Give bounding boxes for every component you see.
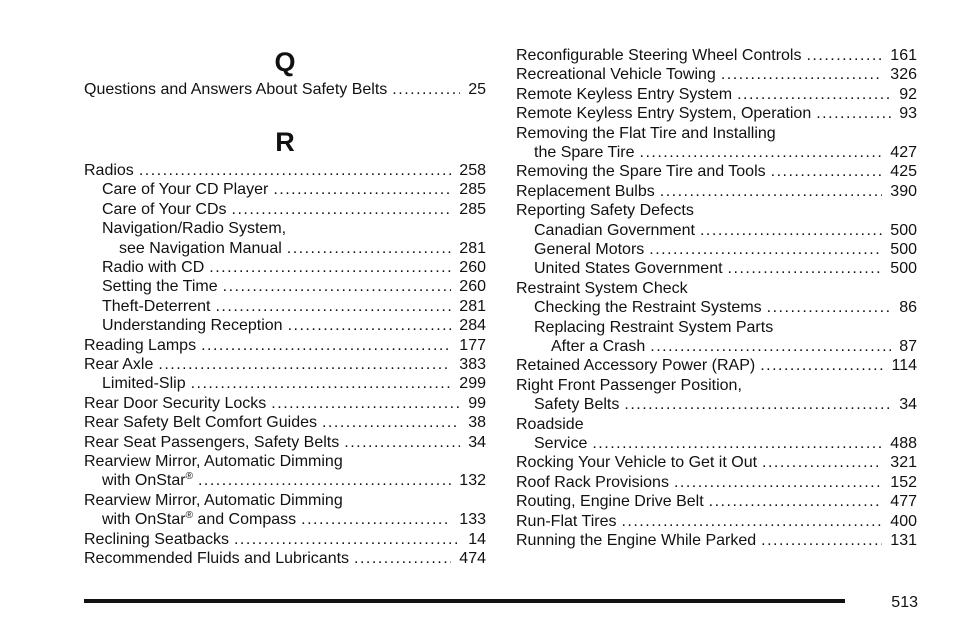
index-entry-page: 38 <box>468 414 486 432</box>
index-entry <box>534 318 917 337</box>
dot-leader <box>674 473 882 492</box>
registered-mark: ® <box>185 471 193 483</box>
index-entry <box>84 80 486 99</box>
index-entry-label: Run-Flat Tires <box>516 512 617 530</box>
index-entry-label: Remote Keyless Entry System, Operation <box>516 105 812 123</box>
index-entry <box>534 395 917 414</box>
index-entry-page: 152 <box>890 473 917 491</box>
index-entry-page: 500 <box>890 221 917 239</box>
index-entry <box>84 355 486 374</box>
index-entry <box>516 376 917 395</box>
index-entry-page: 281 <box>459 297 486 315</box>
dot-leader <box>721 65 882 84</box>
index-entry <box>516 512 917 531</box>
index-entry-label: Reporting Safety Defects <box>516 202 694 220</box>
index-entry <box>102 180 486 199</box>
index-entry <box>516 104 917 123</box>
dot-leader <box>271 394 460 413</box>
index-entry <box>84 394 486 413</box>
index-entry-label: Recommended Fluids and Lubricants <box>84 550 350 567</box>
index-entry <box>534 259 917 278</box>
index-entry-label: with OnStar® and Compass <box>102 510 297 529</box>
index-entry-label: Care of Your CD Player <box>102 181 269 199</box>
index-entry-label: Rearview Mirror, Automatic Dimming <box>84 453 343 470</box>
dot-leader <box>592 434 882 453</box>
index-entry-page: 99 <box>468 394 486 412</box>
page-number: 513 <box>891 594 918 611</box>
index-entry <box>84 452 486 471</box>
index-entry <box>516 453 917 472</box>
dot-leader <box>234 530 460 549</box>
dot-leader <box>760 356 883 375</box>
dot-leader <box>273 180 451 199</box>
dot-leader <box>288 316 452 335</box>
section-letter-r: R <box>275 127 295 157</box>
index-entry-label: Removing the Flat Tire and Installing <box>516 124 776 142</box>
index-entry-page: 400 <box>890 512 917 530</box>
index-entry-page: 132 <box>459 472 486 490</box>
index-entry-label: Rearview Mirror, Automatic Dimming <box>84 491 343 509</box>
index-entry <box>102 277 486 296</box>
dot-leader <box>139 161 451 180</box>
dot-leader <box>322 413 460 432</box>
index-entry <box>516 65 917 84</box>
index-entry-page: 133 <box>459 511 486 529</box>
index-entry-page: 260 <box>459 278 486 296</box>
index-entry-page: 427 <box>890 144 917 161</box>
dot-leader <box>806 46 882 65</box>
dot-leader <box>232 200 452 219</box>
index-entry-label: Theft-Deterrent <box>102 297 211 315</box>
index-entry-page: 258 <box>459 162 486 179</box>
index-entry <box>84 433 486 452</box>
index-entry <box>102 258 486 277</box>
index-entry-label: Setting the Time <box>102 278 218 296</box>
index-entry <box>102 374 486 393</box>
index-entry <box>516 531 917 550</box>
dot-leader <box>301 510 451 529</box>
index-entry-label: Roof Rack Provisions <box>516 473 669 491</box>
index-entry <box>516 415 917 434</box>
index-entry-page: 92 <box>899 85 917 103</box>
dot-leader <box>761 531 882 550</box>
index-entry-page: 14 <box>468 530 486 548</box>
index-entry-page: 131 <box>890 532 917 549</box>
index-entry <box>84 336 486 355</box>
index-entry <box>84 413 486 432</box>
index-entry-label: Questions and Answers About Safety Belts <box>84 81 388 98</box>
index-entry <box>102 316 486 335</box>
index-entry-page: 87 <box>899 338 917 355</box>
index-entry-label: General Motors <box>534 241 645 258</box>
index-entry <box>516 124 917 143</box>
index-entry <box>516 162 917 181</box>
index-entry-page: 93 <box>899 105 917 123</box>
index-entry-label: United States Government <box>534 260 723 278</box>
index-entry <box>534 240 917 259</box>
index-entry-label: Radios <box>84 162 134 179</box>
dot-leader <box>700 221 882 240</box>
index-entry-label: Replacement Bulbs <box>516 182 655 200</box>
index-entry-page: 383 <box>459 356 486 373</box>
index-entry-page: 321 <box>890 454 917 472</box>
index-entry-page: 425 <box>890 163 917 181</box>
index-entry-label: Routing, Engine Drive Belt <box>516 493 704 511</box>
index-entry <box>516 46 917 65</box>
index-entry-label: see Navigation Manual <box>119 239 282 257</box>
index-entry-label: Rocking Your Vehicle to Get it Out <box>516 454 758 472</box>
dot-leader <box>392 80 460 99</box>
index-entry <box>516 85 917 104</box>
index-entry-label: Canadian Government <box>534 221 695 239</box>
dot-leader <box>728 259 883 278</box>
dot-leader <box>198 471 451 490</box>
dot-leader <box>215 297 451 316</box>
dot-leader <box>158 355 451 374</box>
index-entry <box>84 530 486 549</box>
index-entry-page: 285 <box>459 181 486 199</box>
index-entry-page: 285 <box>459 200 486 218</box>
index-entry <box>534 434 917 453</box>
index-entry-label: Right Front Passenger Position, <box>516 376 742 394</box>
index-entry-page: 477 <box>890 493 917 511</box>
dot-leader <box>621 512 882 531</box>
dot-leader <box>344 433 460 452</box>
dot-leader <box>287 239 452 258</box>
dot-leader <box>201 336 451 355</box>
index-entry-page: 161 <box>890 47 917 64</box>
index-entry-page: 500 <box>890 260 917 278</box>
index-entry-label: Roadside <box>516 415 584 433</box>
dot-leader <box>709 492 883 511</box>
index-entry-label: Running the Engine While Parked <box>516 532 757 549</box>
index-entry <box>102 510 486 529</box>
index-entry <box>516 473 917 492</box>
index-entry-page: 260 <box>459 259 486 276</box>
dot-leader <box>771 162 883 181</box>
index-entry <box>84 161 486 180</box>
dot-leader <box>191 374 452 393</box>
dot-leader <box>209 258 451 277</box>
dot-leader <box>660 182 883 201</box>
index-entry-label: Checking the Restraint Systems <box>534 299 762 317</box>
index-entry-label: Limited-Slip <box>102 375 186 393</box>
index-entry-label: Replacing Restraint System Parts <box>534 318 774 336</box>
index-entry-page: 299 <box>459 375 486 393</box>
dot-leader <box>624 395 891 414</box>
index-entry <box>516 279 917 298</box>
dot-leader <box>767 298 892 317</box>
index-entry-page: 34 <box>468 433 486 451</box>
index-entry <box>534 143 917 162</box>
index-entry <box>534 221 917 240</box>
index-entry <box>534 298 917 317</box>
index-entry <box>84 549 486 568</box>
index-entry-label: Rear Safety Belt Comfort Guides <box>84 414 317 432</box>
dot-leader <box>354 549 451 568</box>
index-entry <box>516 492 917 511</box>
index-entry-page: 86 <box>899 299 917 317</box>
index-entry-page: 390 <box>890 182 917 200</box>
dot-leader <box>640 143 883 162</box>
index-entry-label: Reclining Seatbacks <box>84 530 229 548</box>
index-entry-label: Rear Axle <box>84 356 154 373</box>
index-entry-page: 326 <box>890 66 917 84</box>
registered-mark: ® <box>185 510 193 522</box>
dot-leader <box>649 240 882 259</box>
index-entry <box>516 356 917 375</box>
index-entry <box>119 239 486 258</box>
index-entry <box>516 182 917 201</box>
index-entry-label: Restraint System Check <box>516 279 688 297</box>
index-entry-label: Rear Door Security Locks <box>84 394 267 412</box>
index-entry-page: 25 <box>468 81 486 98</box>
index-entry-label: Service <box>534 435 588 452</box>
dot-leader <box>762 453 882 472</box>
index-entry-page: 284 <box>459 317 486 335</box>
index-entry-page: 114 <box>891 357 917 375</box>
index-entry <box>102 219 486 238</box>
index-entry-label: the Spare Tire <box>534 144 635 161</box>
index-entry-label: Retained Accessory Power (RAP) <box>516 357 756 375</box>
index-entry <box>102 200 486 219</box>
index-entry-page: 500 <box>890 241 917 258</box>
index-entry-page: 474 <box>459 550 486 567</box>
index-entry <box>84 491 486 510</box>
index-entry-label: with OnStar® <box>102 471 193 490</box>
index-entry <box>102 471 486 490</box>
footer-rule <box>84 599 845 603</box>
dot-leader <box>223 277 452 296</box>
dot-leader <box>816 104 891 123</box>
index-entry-label: Safety Belts <box>534 396 620 414</box>
dot-leader <box>737 85 891 104</box>
index-entry <box>516 201 917 220</box>
index-entry-label: Understanding Reception <box>102 317 283 335</box>
index-entry-label: After a Crash <box>551 338 646 355</box>
index-entry-label: Navigation/Radio System, <box>102 220 287 238</box>
index-entry-label: Rear Seat Passengers, Safety Belts <box>84 433 340 451</box>
index-entry-label: Remote Keyless Entry System <box>516 85 733 103</box>
index-entry-label: Recreational Vehicle Towing <box>516 66 716 84</box>
index-entry-page: 488 <box>890 435 917 452</box>
index-entry-page: 34 <box>899 396 917 414</box>
section-letter-q: Q <box>274 47 296 77</box>
index-entry-label: Removing the Spare Tire and Tools <box>516 163 766 181</box>
index-entry-label: Care of Your CDs <box>102 200 227 218</box>
index-entry-page: 177 <box>459 336 486 354</box>
index-entry-label: Reading Lamps <box>84 336 197 354</box>
index-entry-page: 281 <box>459 239 486 257</box>
index-entry-label: Radio with CD <box>102 259 205 276</box>
index-entry <box>551 337 917 356</box>
index-entry <box>102 297 486 316</box>
index-entry-label: Reconfigurable Steering Wheel Controls <box>516 47 802 64</box>
dot-leader <box>650 337 891 356</box>
